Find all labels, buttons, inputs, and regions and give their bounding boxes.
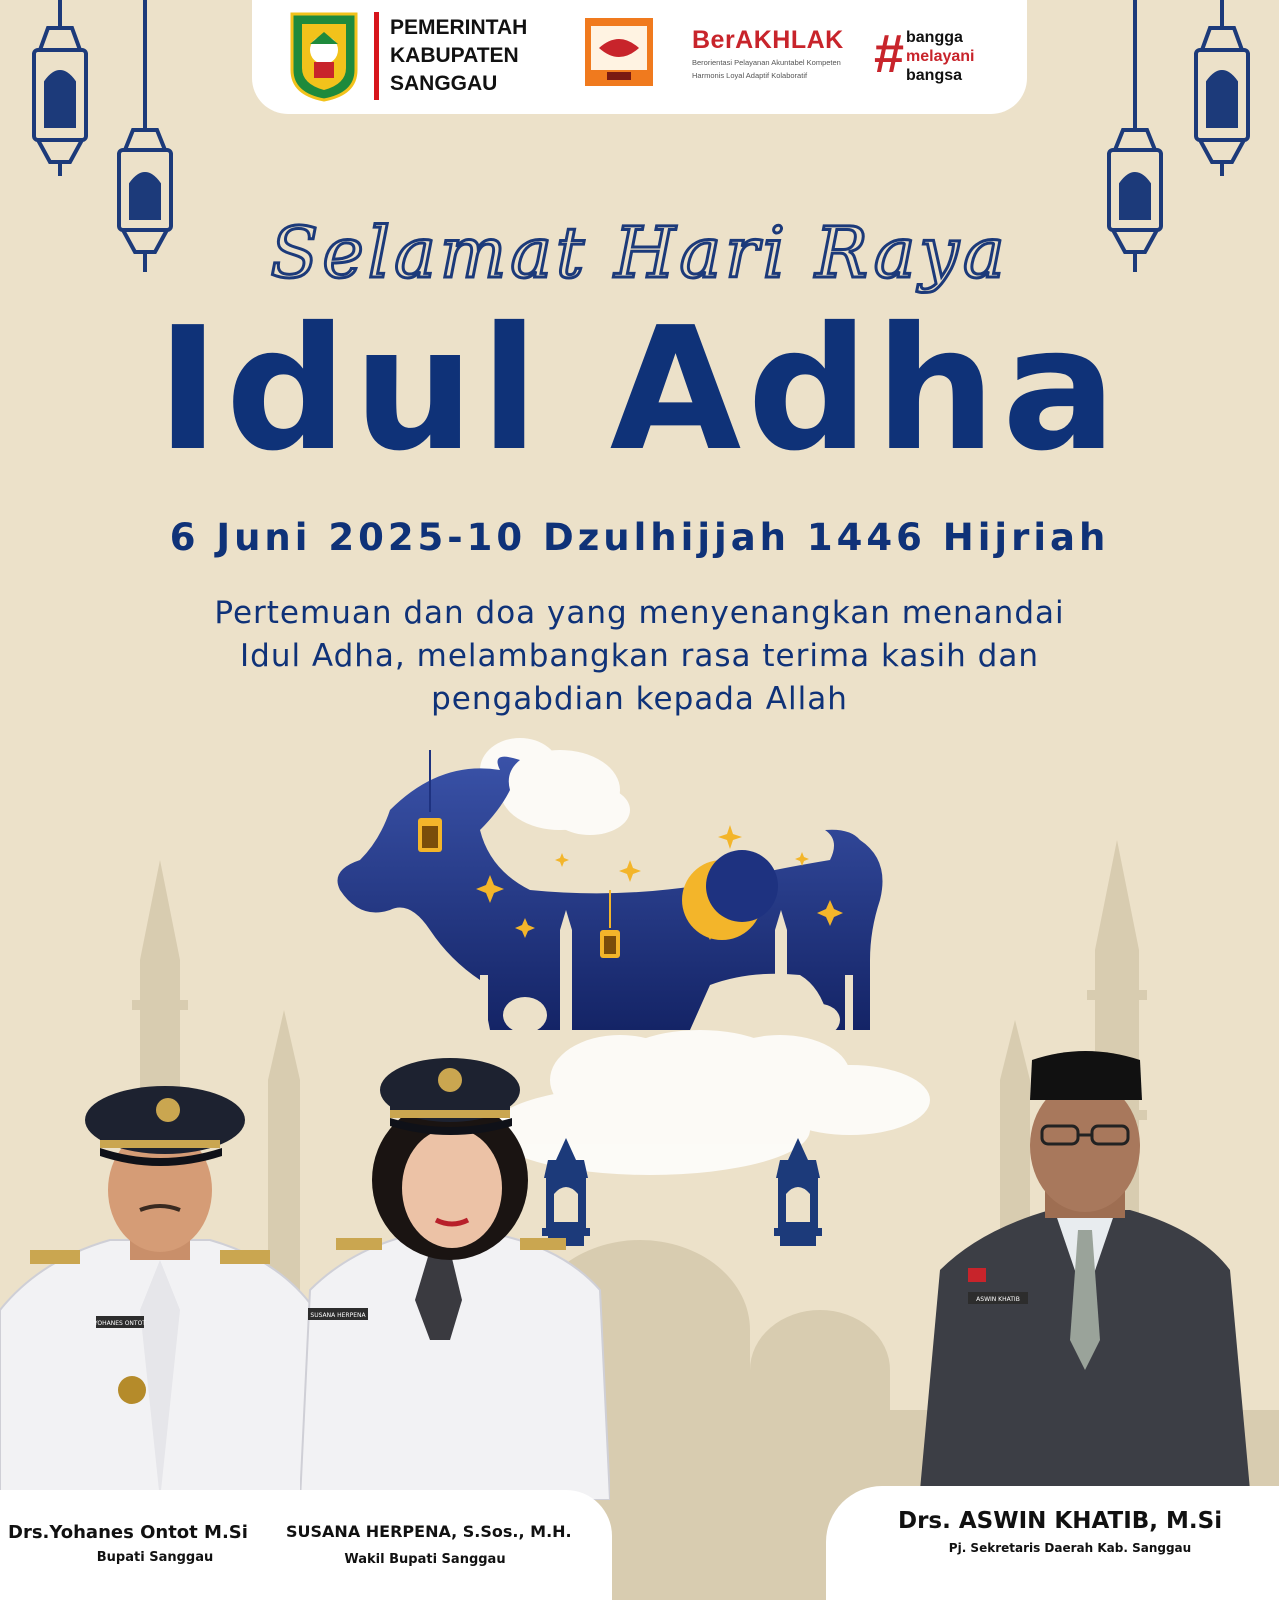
person-name-wakil: SUSANA HERPENA, S.Sos., M.H. bbox=[286, 1522, 572, 1541]
portrait-sekda bbox=[920, 1040, 1250, 1490]
message-line: pengabdian kepada Allah bbox=[431, 681, 848, 717]
date-line: 6 Juni 2025-10 Dzulhijjah 1446 Hijriah bbox=[169, 516, 1110, 559]
berakhlak-logo bbox=[692, 26, 862, 81]
portrait-wakil-bupati bbox=[300, 1040, 610, 1500]
gov-line: KABUPATEN bbox=[390, 44, 519, 67]
message-line: Idul Adha, melambangkan rasa terima kasih dan bbox=[240, 638, 1039, 674]
bangga-line: melayani bbox=[906, 48, 975, 65]
government-name bbox=[390, 14, 580, 98]
orange-badge-icon bbox=[585, 18, 653, 86]
person-name-sekda: Drs. ASWIN KHATIB, M.Si bbox=[898, 1508, 1223, 1534]
name-tag: YOHANES ONTOT bbox=[94, 1320, 146, 1327]
red-divider bbox=[374, 12, 379, 100]
lantern-icon bbox=[20, 0, 100, 180]
person-role-bupati: Bupati Sanggau bbox=[96, 1550, 214, 1565]
gov-line: PEMERINTAH bbox=[390, 16, 528, 39]
gov-line: SANGGAU bbox=[390, 72, 498, 95]
nameplate-left bbox=[0, 1490, 612, 1600]
bangga-melayani-logo bbox=[874, 22, 1014, 92]
crest-icon bbox=[288, 10, 360, 102]
main-title: Idul Adha bbox=[156, 291, 1123, 489]
name-tag: SUSANA HERPENA bbox=[310, 1312, 366, 1319]
goat-silhouette bbox=[330, 750, 910, 1060]
person-name-bupati: Drs.Yohanes Ontot M.Si bbox=[8, 1522, 248, 1543]
bangga-line: bangsa bbox=[906, 67, 963, 84]
hashtag-icon: # bbox=[874, 24, 905, 84]
berakhlak-sub: Berorientasi Pelayanan Akuntabel Kompeten bbox=[692, 58, 841, 67]
person-role-sekda: Pj. Sekretaris Daerah Kab. Sanggau bbox=[948, 1541, 1192, 1555]
berakhlak-title: BerAKHLAK bbox=[692, 26, 844, 54]
lantern-icon bbox=[1182, 0, 1262, 180]
lantern-icon bbox=[770, 1138, 826, 1248]
name-tag: ASWIN KHATIB bbox=[976, 1296, 1020, 1303]
berakhlak-sub: Harmonis Loyal Adaptif Kolaboratif bbox=[692, 71, 808, 80]
message-line: Pertemuan dan doa yang menyenangkan menandai bbox=[214, 595, 1065, 631]
bangga-line: bangga bbox=[906, 29, 963, 46]
script-title: Selamat Hari Raya bbox=[270, 212, 1009, 294]
greeting-message bbox=[140, 592, 1139, 721]
person-role-wakil: Wakil Bupati Sanggau bbox=[344, 1552, 506, 1567]
header-card bbox=[252, 0, 1027, 114]
portrait-bupati bbox=[0, 1060, 320, 1500]
